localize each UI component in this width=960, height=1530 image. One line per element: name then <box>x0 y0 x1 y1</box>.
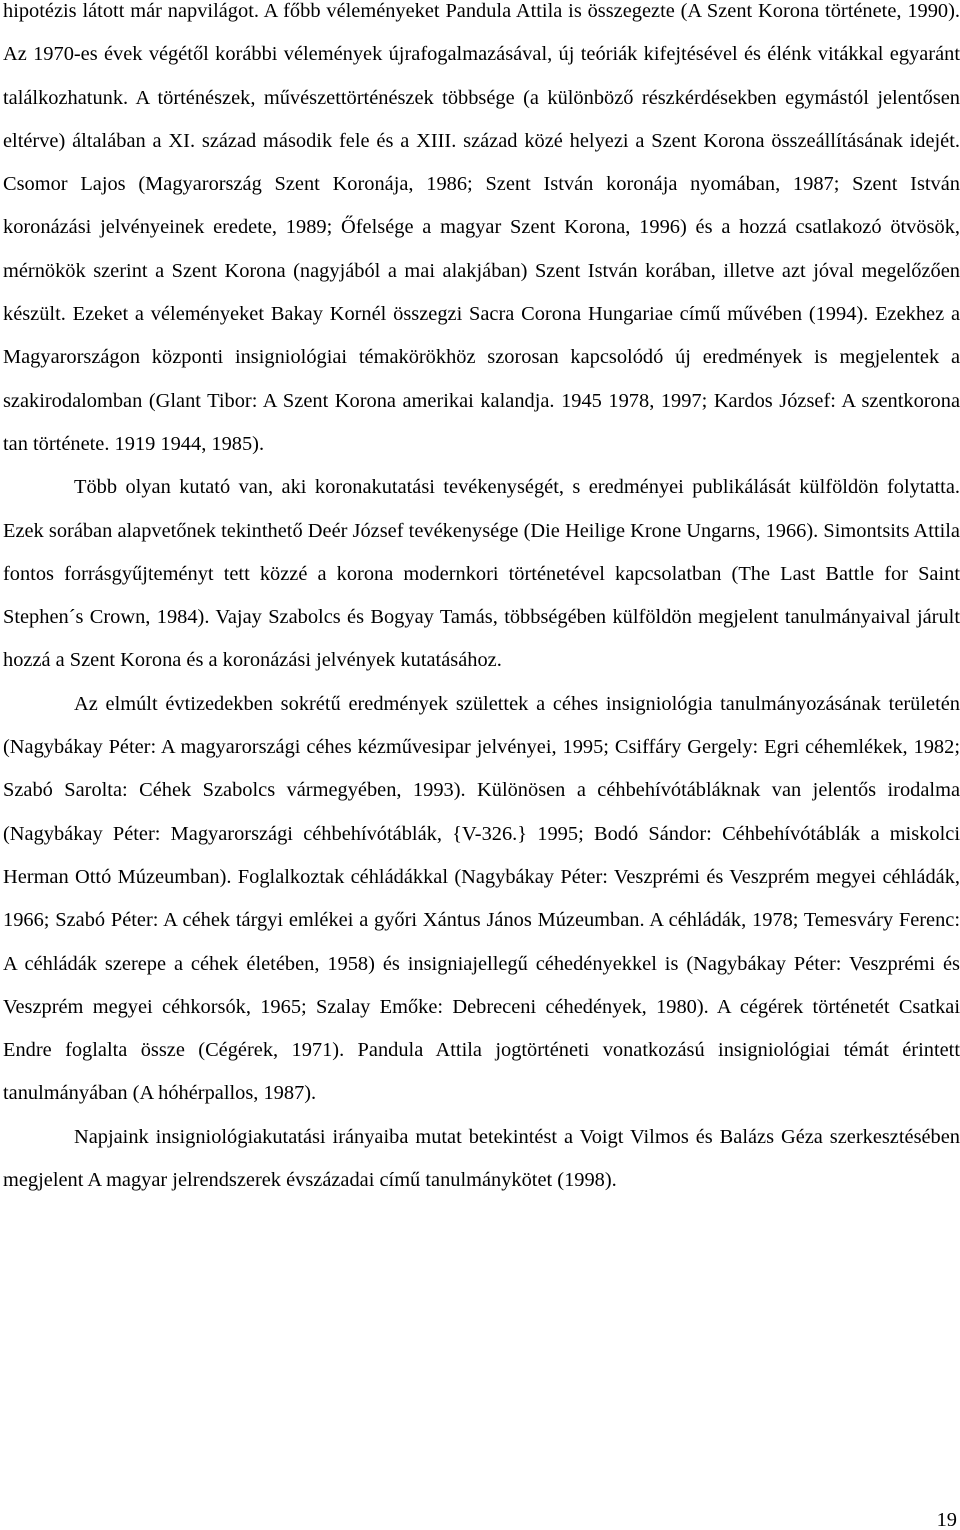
paragraph-guild-insigniology: Az elmúlt évtizedekben sokrétű eredmények születtek a céhes insigniológia tanulmányozásának területén (Nagybákay Péter: A magyarországi céhes kézművesipar jelvényei, 1995; Csiffáry Gergely: Egri céhemlékek, 1982; Szabó Sarolta: Céhek Szabolcs vármegyében, 1993). Különösen a céhbehívótábláknak van jelentős irodalma (Nagybákay Péter: Magyarországi céhbehívótáblák, {V-326.} 1995; Bodó Sándor: Céhbehívótáblák a miskolci Herman Ottó Múzeumban). Foglalkoztak céhládákkal (Nagybákay Péter: Veszprémi és Veszprém megyei céhládák, 1966; Szabó Péter: A céhek tárgyi emlékei a győri Xántus János Múzeumban. A céhládák, 1978; Temesváry Ferenc: A céhládák szerepe a céhek életében, 1958) és insigniajellegű céhedényekkel is (Nagybákay Péter: Veszprémi és Veszprém megyei céhkorsók, 1965; Szalay Emőke: Debreceni céhedények, 1980). A cégérek történetét Csatkai Endre foglalta össze (Cégérek, 1971). Pandula Attila jogtörténeti vonatkozású insigniológiai témát érintett tanulmányában (A hóhérpallos, 1987). <box>3 692 960 1105</box>
paragraph-abroad-research: Több olyan kutató van, aki koronakutatási tevékenységét, s eredményei publikálását külföldön folytatta. Ezek sorában alapvetőnek tekinthető Deér József tevékenysége (Die Heilige Krone Ungarns, 1966). Simontsits Attila fontos forrásgyűjteményt tett közzé a korona modernkori történetével kapcsolatban (The Last Battle for Saint Stephen´s Crown, 1984). Vajay Szabolcs és Bogyay Tamás, többségében külföldön megjelent tanulmányaival járult hozzá a Szent Korona és a koronázási jelvények kutatásához. <box>3 476 960 672</box>
paragraph-current-directions: Napjaink insigniológiakutatási irányaiba mutat betekintést a Voigt Vilmos és Balázs Géza szerkesztésében megjelent A magyar jelrendszerek évszázadai című tanulmánykötet (1998). <box>3 1125 960 1192</box>
body-text <box>3 0 960 1202</box>
paragraph-crown-research: hipotézis látott már napvilágot. A főbb véleményeket Pandula Attila is összegezte (A Szent Korona története, 1990). Az 1970-es évek végétől korábbi vélemények újrafogalmazásával, új teóriák kifejtésével és élénk vitákkal egyaránt találkozhatunk. A történészek, művészettörténészek többsége (a különböző részkérdésekben egymástól jelentősen eltérve) általában a XI. század második fele és a XIII. század közé helyezi a Szent Korona összeállításának idejét. Csomor Lajos (Magyarország Szent Koronája, 1986; Szent István koronája nyomában, 1987; Szent István koronázási jelvényeinek eredete, 1989; Őfelsége a magyar Szent Korona, 1996) és a hozzá csatlakozó ötvösök, mérnökök szerint a Szent Korona (nagyjából a mai alakjában) Szent István korában, illetve azt jóval megelőzően készült. Ezeket a véleményeket Bakay Kornél összegzi Sacra Corona Hungariae című művében (1994). Ezekhez a Magyarországon központi insigniológiai témakörökhöz szorosan kapcsolódó új eredmények is megjelentek a szakirodalomban (Glant Tibor: A Szent Korona amerikai kalandja. 1945 1978, 1997; Kardos József: A szentkorona tan története. 1919 1944, 1985). <box>3 0 960 455</box>
page-number: 19 <box>936 1509 957 1530</box>
